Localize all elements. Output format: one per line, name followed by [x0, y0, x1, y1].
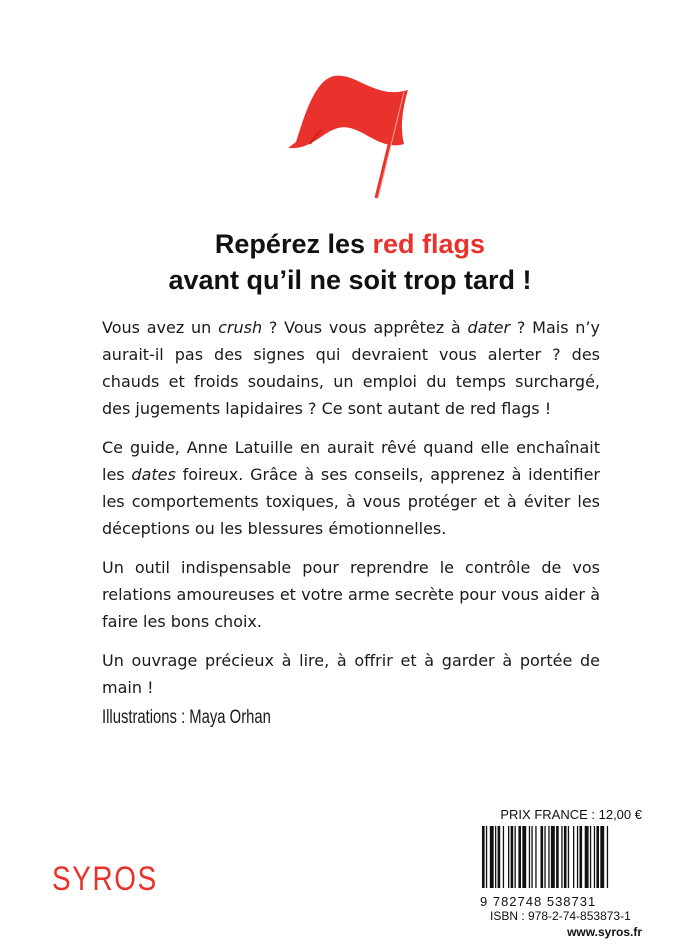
barcode-bar: [529, 826, 530, 888]
barcode-bar: [531, 826, 532, 888]
price-label: PRIX FRANCE : 12,00 €: [500, 807, 642, 822]
barcode-bar: [541, 826, 544, 888]
emphasis-text: dater: [467, 318, 511, 337]
barcode-bar: [511, 826, 514, 888]
headline-line-1: [0, 226, 700, 262]
blurb-paragraph: [102, 434, 600, 542]
barcode-bar: [580, 826, 583, 888]
barcode-block: [478, 806, 650, 941]
barcode-bar: [556, 826, 559, 888]
blurb-paragraph: [102, 554, 600, 635]
barcode-bar: [495, 826, 496, 888]
barcode-number: 9 782748 538731: [480, 894, 597, 909]
barcode-bar: [518, 826, 521, 888]
barcode-bar: [600, 826, 604, 888]
blurb-paragraph: [102, 647, 600, 701]
barcode-bar: [590, 826, 591, 888]
isbn-label: ISBN : 978-2-74-853873-1: [490, 909, 631, 923]
headline-highlight: red flags: [372, 229, 486, 259]
paragraph-text: foireux. Grâce à ses conseils, apprenez à identifier les comportements toxiques, à vous protéger et à éviter les déceptions ou les blessures émotionnelles.: [102, 465, 600, 538]
paragraph-text: Un outil indispensable pour reprendre le contrôle de vos relations amoureuses et votre arme secrète pour vous aider à faire les bons choix.: [102, 558, 600, 631]
red-flag-icon: [276, 70, 426, 200]
blurb-paragraph: [102, 314, 600, 422]
headline-line-2: avant qu’il ne soit trop tard !: [168, 265, 532, 295]
barcode-bar: [490, 826, 494, 888]
barcode-bar: [548, 826, 549, 888]
barcode-bar: [535, 826, 536, 888]
headline: [0, 226, 700, 298]
paragraph-text: ? Vous vous apprêtez à: [262, 318, 468, 337]
barcode-icon: [478, 826, 650, 888]
paragraph-text: Vous avez un: [102, 318, 219, 337]
barcode-bar: [568, 826, 569, 888]
blurb: [102, 314, 600, 713]
barcode-bar: [585, 826, 589, 888]
barcode-bar: [577, 826, 578, 888]
barcode-bar: [515, 826, 516, 888]
headline-text: Repérez les: [214, 229, 373, 259]
barcode-bar: [607, 826, 608, 888]
publisher-logo: SYROS: [52, 860, 158, 898]
barcode-bar: [503, 826, 504, 888]
paragraph-text: ? Mais n’y aurait-il pas des signes qui devraient vous alerter ? des chauds et froids soudains, un emploi du temps surchargé, des jugements lapidaires ? Ce sont autant de red flags !: [102, 318, 600, 418]
barcode-bar: [498, 826, 501, 888]
barcode-bar: [561, 826, 562, 888]
illustration-credit: Illustrations : Maya Orhan: [102, 707, 271, 728]
barcode-bar: [551, 826, 555, 888]
barcode-bar: [594, 826, 595, 888]
barcode-bar: [573, 826, 574, 888]
paragraph-text: Un ouvrage précieux à lire, à offrir et à garder à portée de main !: [102, 651, 600, 697]
barcode-bar: [508, 826, 509, 888]
barcode-bar: [486, 826, 487, 888]
barcode-bar: [522, 826, 526, 888]
emphasis-text: dates: [131, 465, 176, 484]
barcode-bar: [482, 826, 485, 888]
emphasis-text: crush: [218, 318, 263, 337]
paragraph-text: Ce guide, Anne Latuille en aurait rêvé quand elle enchaînait les: [102, 438, 600, 484]
barcode-bar: [596, 826, 599, 888]
barcode-bar: [564, 826, 567, 888]
website-link: www.syros.fr: [567, 925, 642, 939]
barcode-bar: [544, 826, 545, 888]
